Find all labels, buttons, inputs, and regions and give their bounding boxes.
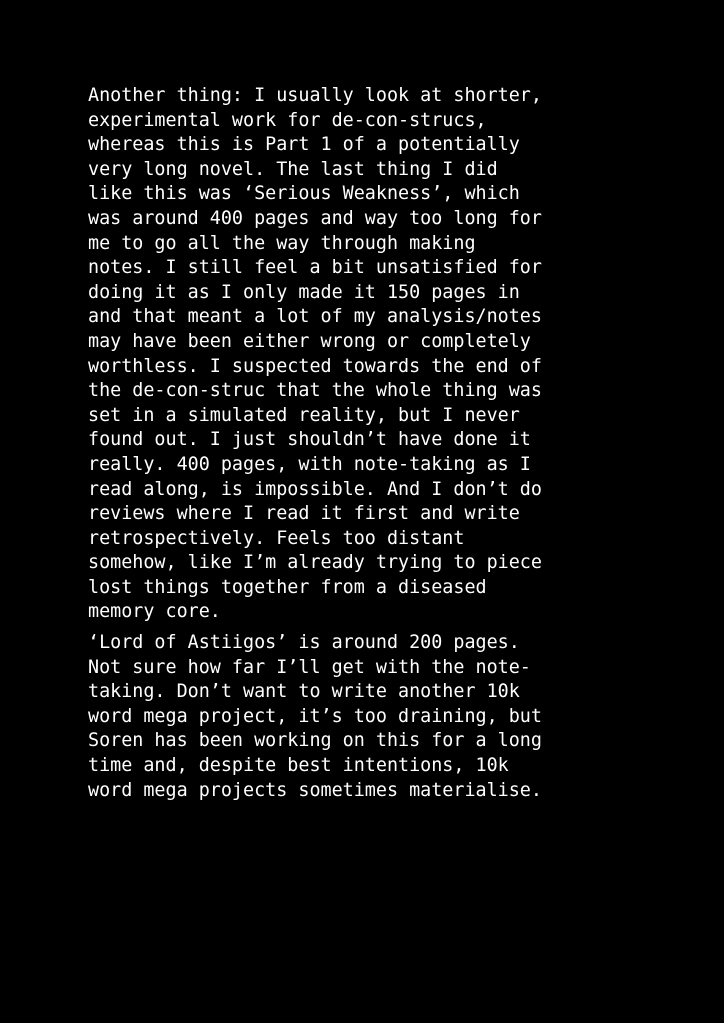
text-line: worthless. I suspected towards the end of — [88, 355, 542, 377]
document-page — [88, 84, 718, 803]
text-line: may have been either wrong or completely — [88, 330, 531, 352]
text-line: like this was ‘Serious Weakness’, which — [88, 183, 520, 205]
text-line: set in a simulated reality, but I never — [88, 404, 520, 426]
text-line: ‘Lord of Astiigos’ is around 200 pages. — [88, 632, 520, 654]
text-line: time and, despite best intentions, 10k — [88, 755, 509, 777]
text-line: Not sure how far I’ll get with the note- — [88, 656, 531, 678]
text-line: reviews where I read it first and write — [88, 503, 520, 525]
paragraph — [88, 631, 718, 803]
text-line: found out. I just shouldn’t have done it — [88, 429, 531, 451]
text-line: somehow, like I’m already trying to piece — [88, 552, 542, 574]
text-line: word mega project, it’s too draining, but — [88, 705, 542, 727]
text-line: Soren has been working on this for a long — [88, 730, 542, 752]
text-line: retrospectively. Feels too distant — [88, 527, 465, 549]
text-line: read along, is impossible. And I don’t do — [88, 478, 542, 500]
text-line: notes. I still feel a bit unsatisfied for — [88, 257, 542, 279]
text-line: doing it as I only made it 150 pages in — [88, 281, 520, 303]
paragraph — [88, 84, 718, 625]
text-line: and that meant a lot of my analysis/notes — [88, 306, 542, 328]
text-line: word mega projects sometimes materialise. — [88, 779, 542, 801]
text-line: me to go all the way through making — [88, 232, 476, 254]
text-line: very long novel. The last thing I did — [88, 158, 498, 180]
text-line: lost things together from a diseased — [88, 576, 487, 598]
text-line: memory core. — [88, 601, 221, 623]
text-line: the de-con-struc that the whole thing was — [88, 380, 542, 402]
text-line: taking. Don’t want to write another 10k — [88, 681, 520, 703]
text-line: whereas this is Part 1 of a potentially — [88, 134, 520, 156]
text-line: was around 400 pages and way too long for — [88, 207, 542, 229]
text-line: Another thing: I usually look at shorter, — [88, 85, 542, 106]
text-line: experimental work for de-con-strucs, — [88, 109, 487, 131]
text-line: really. 400 pages, with note-taking as I — [88, 453, 531, 475]
